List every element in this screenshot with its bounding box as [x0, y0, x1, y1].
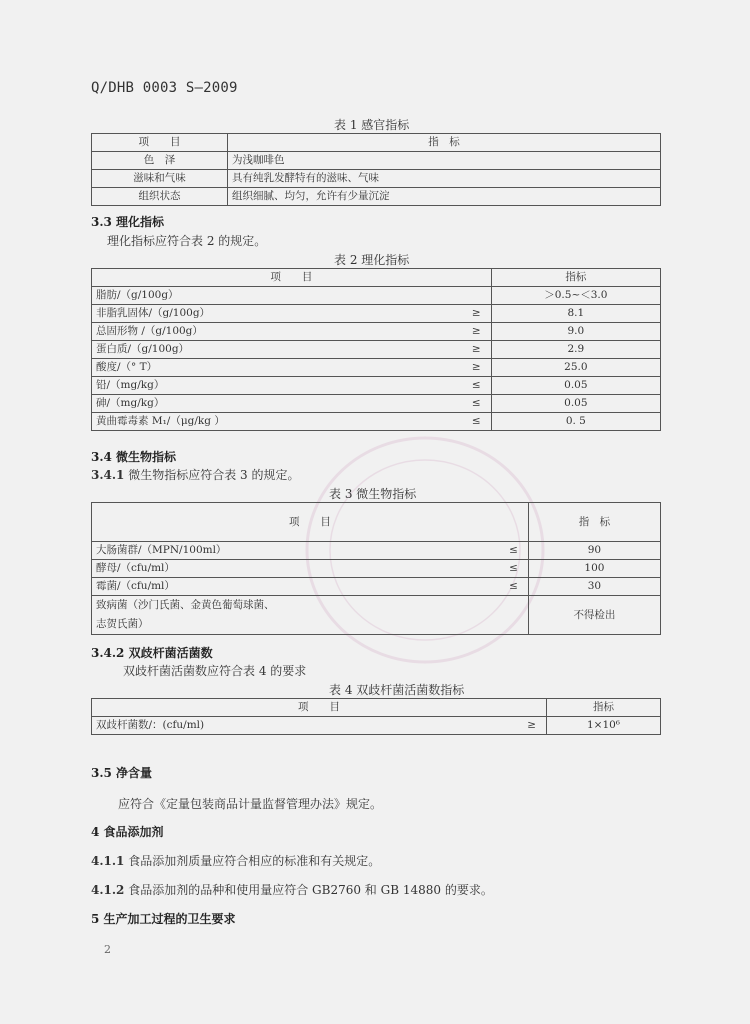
cell-item: 砷/（mg/kg）	[92, 395, 447, 413]
cell-sym: ≥	[447, 341, 492, 359]
cell-value: 30	[528, 578, 660, 596]
section-3-3-heading: 3.3 理化指标	[91, 215, 165, 229]
cell-value: ＞0.5~＜3.0	[491, 287, 660, 305]
cell-value: 具有纯乳发酵特有的滋味、气味	[228, 170, 661, 188]
section-3-5-heading: 3.5 净含量	[91, 766, 153, 780]
table-row	[92, 395, 661, 413]
cell-item: 黄曲霉毒素 M₁/（μg/kg ）	[92, 413, 447, 431]
cell-sym: ≤	[484, 578, 529, 596]
page-number: 2	[104, 943, 111, 956]
cell-item: 霉菌/（cfu/ml）	[92, 578, 484, 596]
table-header-row	[92, 134, 661, 152]
section-3-5-text: 应符合《定量包装商品计量监督管理办法》规定。	[118, 797, 383, 811]
table2-caption: 表 2 理化指标	[334, 253, 410, 267]
table-header-row	[92, 503, 661, 542]
table1-caption: 表 1 感官指标	[334, 118, 410, 132]
cell-item: 铅/（mg/kg）	[92, 377, 447, 395]
section-4-1-1-text: 食品添加剂质量应符合相应的标准和有关规定。	[128, 854, 381, 868]
table3-microbial	[91, 502, 661, 635]
table-row	[92, 305, 661, 323]
cell-item: 滋味和气味	[92, 170, 228, 188]
table-header-row	[92, 269, 661, 287]
section-3-4-heading: 3.4 微生物指标	[91, 450, 177, 464]
table-row	[92, 413, 661, 431]
header-index: 指标	[547, 699, 661, 717]
cell-value: 0. 5	[491, 413, 660, 431]
section-3-4-2-text: 双歧杆菌活菌数应符合表 4 的要求	[123, 664, 307, 678]
pathogen-line1: 致病菌（沙门氏菌、金黄色葡萄球菌、	[96, 599, 275, 611]
cell-item-pathogen	[92, 596, 529, 635]
section-3-4-1	[91, 466, 300, 483]
cell-value: 100	[528, 560, 660, 578]
cell-value: 为浅咖啡色	[228, 152, 661, 170]
section-4-heading: 4 食品添加剂	[91, 825, 164, 839]
cell-value: 0.05	[491, 395, 660, 413]
standard-code: Q/DHB 0003 S—2009	[91, 80, 238, 96]
pathogen-line2: 志贺氏菌）	[96, 618, 149, 630]
table-row	[92, 170, 661, 188]
cell-sym: ≥	[447, 305, 492, 323]
table2-physicochemical	[91, 268, 661, 431]
section-4-1-1-num: 4.1.1	[91, 854, 125, 868]
cell-item: 酸度/（° T）	[92, 359, 447, 377]
table-row	[92, 359, 661, 377]
table-header-row	[92, 699, 661, 717]
table1-sensory	[91, 133, 661, 206]
cell-value: 1×10⁶	[547, 717, 661, 735]
section-3-3-text: 理化指标应符合表 2 的规定。	[107, 234, 267, 248]
table-row	[92, 560, 661, 578]
section-3-4-2-heading: 3.4.2 双歧杆菌活菌数	[91, 646, 213, 660]
header-item: 项 目	[92, 699, 547, 717]
cell-item: 大肠菌群/（MPN/100ml）	[92, 542, 484, 560]
cell-sym: ≥	[447, 359, 492, 377]
header-index: 指标	[491, 269, 660, 287]
cell-sym: ≤	[484, 560, 529, 578]
cell-item: 组织状态	[92, 188, 228, 206]
section-4-1-2	[91, 881, 493, 898]
table4-bifidobacteria	[91, 698, 661, 735]
cell-sym: ≤	[447, 413, 492, 431]
section-4-1-1	[91, 852, 380, 869]
cell-item: 非脂乳固体/（g/100g）	[92, 305, 447, 323]
table-row	[92, 578, 661, 596]
cell-item: 总固形物 /（g/100g）	[92, 323, 447, 341]
cell-value: 2.9	[491, 341, 660, 359]
cell-value: 0.05	[491, 377, 660, 395]
table3-caption: 表 3 微生物指标	[329, 487, 417, 501]
table4-caption: 表 4 双歧杆菌活菌数指标	[329, 683, 465, 697]
section-5-heading: 5 生产加工过程的卫生要求	[91, 912, 236, 926]
cell-item: 脂肪/（g/100g）	[92, 287, 447, 305]
table-row	[92, 596, 661, 635]
section-4-1-2-num: 4.1.2	[91, 883, 125, 897]
cell-item: 蛋白质/（g/100g）	[92, 341, 447, 359]
header-item: 项 目	[92, 134, 228, 152]
cell-sym: ≤	[447, 395, 492, 413]
table-row	[92, 323, 661, 341]
cell-sym: ≤	[447, 377, 492, 395]
cell-sym: ≥	[447, 323, 492, 341]
section-4-1-2-text: 食品添加剂的品种和使用量应符合 GB2760 和 GB 14880 的要求。	[128, 883, 493, 897]
cell-sym	[447, 287, 492, 305]
table-row	[92, 377, 661, 395]
table-row	[92, 542, 661, 560]
cell-value: 不得检出	[528, 596, 660, 635]
table-row	[92, 341, 661, 359]
header-item: 项 目	[92, 269, 492, 287]
cell-value: 组织细腻、均匀，允许有少量沉淀	[228, 188, 661, 206]
section-3-4-1-num: 3.4.1	[91, 468, 125, 482]
cell-item: 酵母/（cfu/ml）	[92, 560, 484, 578]
header-item: 项 目	[92, 503, 529, 542]
header-index: 指 标	[228, 134, 661, 152]
cell-value: 9.0	[491, 323, 660, 341]
header-index: 指 标	[528, 503, 660, 542]
table-row	[92, 287, 661, 305]
table-row	[92, 152, 661, 170]
table-row	[92, 188, 661, 206]
cell-sym: ≥	[502, 717, 547, 735]
cell-item: 双歧杆菌数/：(cfu/ml)	[92, 717, 503, 735]
cell-value: 25.0	[491, 359, 660, 377]
section-3-4-1-text: 微生物指标应符合表 3 的规定。	[128, 468, 300, 482]
cell-sym: ≤	[484, 542, 529, 560]
cell-item: 色 泽	[92, 152, 228, 170]
cell-value: 90	[528, 542, 660, 560]
cell-value: 8.1	[491, 305, 660, 323]
table-row	[92, 717, 661, 735]
